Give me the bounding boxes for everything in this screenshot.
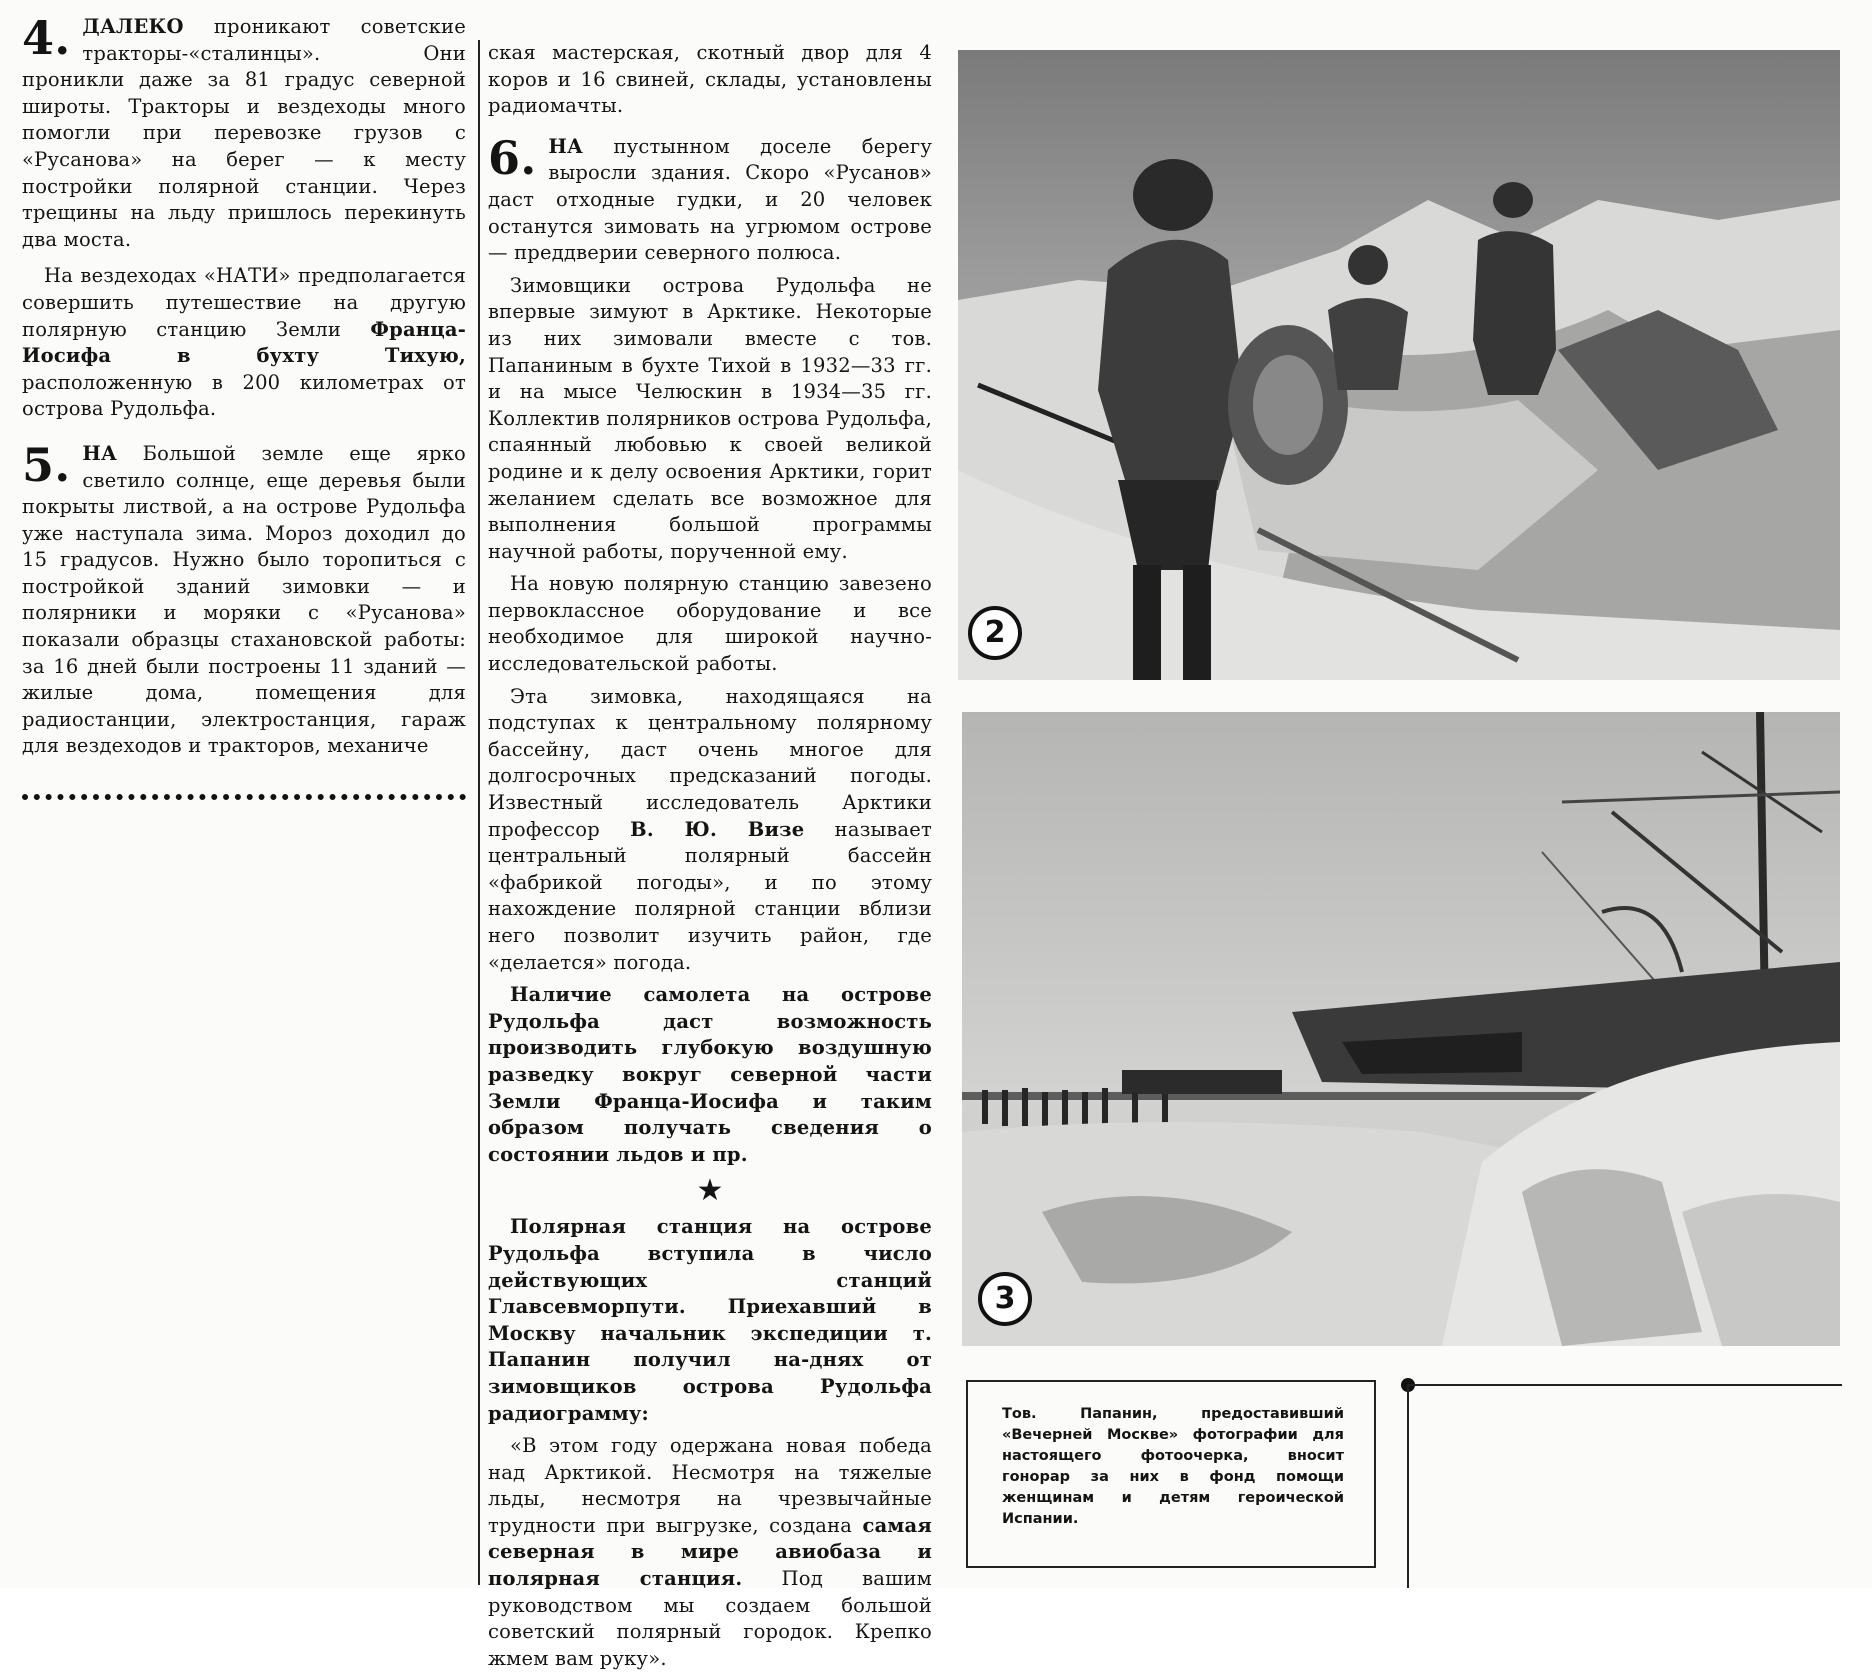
section-4-paragraph-2 <box>22 263 466 423</box>
col2-paragraph-6: Полярная станция на острове Рудольфа вступила в число действующих станций Главсевморпути. Приехавший в Москву начальник экспедиции т. Папанин получил на-днях от зимовщиков острова Рудольфа радиограмму: <box>488 1215 932 1425</box>
col2-text-7c: Под вашим руководством мы создаем большой советский полярный городок. Крепко жмем вам руку». <box>488 1567 933 1670</box>
section-4-lead: ДАЛЕКО <box>82 15 184 38</box>
section-6-paragraph-1 <box>488 130 932 267</box>
section-6-lead: НА <box>548 134 584 158</box>
photo-2-workers-on-ice <box>958 50 1840 680</box>
col2-paragraph-2: Зимовщики острова Рудольфа не впервые зимуют в Арктике. Некоторые из них зимовали вместе с тов. Папаниным в бухте Тихой в 1932—33 гг. и на мысе Челюскин в 1934—35 гг. Коллектив полярников острова Рудольфа, спаянный любовью к своей великой родине и к делу освоения Арктики, горит желанием сделать все возможное для выполнения большой программы научной работы, порученной ему. <box>488 273 932 563</box>
section-4-paragraph-1 <box>22 11 466 253</box>
col2-paragraph-7 <box>488 1433 932 1672</box>
section-4-text-2b: Франца-Иосифа в бухту Тихую, <box>22 317 466 368</box>
col2-paragraph-3: На новую полярную станцию завезено первоклассное оборудование и все необходимое для широкой научно-исследовательской работы. <box>488 572 932 676</box>
caption-side-rule <box>1407 1384 1409 1588</box>
col2-paragraph-4 <box>488 684 932 977</box>
photo-3-ship-and-ice <box>962 712 1840 1346</box>
col2-text-4a: Эта зимовка, находящаяся на подступах к центральному полярному бассейну, даст очень многое для долгосрочных предсказаний погоды. Известный исследователь Арктики профессор <box>488 684 932 841</box>
photo-2-number-badge: 2 <box>968 606 1022 660</box>
col2-text-7a: «В этом году одержана новая победа над Арктикой. Несмотря на тяжелые льды, несмотря на чрезвычайные трудности при выгрузке, создана <box>488 1434 932 1537</box>
photo-caption-text: Тов. Папанин, предоставивший «Вечерней Москве» фотографии для настоящего фотоочерка, вносит гонорар за них в фонд помощи женщинам и детям героической Испании. <box>1002 1406 1344 1527</box>
column-end-dotted-rule <box>22 794 466 800</box>
col2-text-7b: самая северная в мире авиобаза и полярная станция. <box>488 1513 932 1591</box>
section-4-number: 4. <box>22 11 71 65</box>
col2-paragraph-5: Наличие самолета на острове Рудольфа даст возможность производить глубокую воздушную разведку вокруг северной части Земли Франца-Иосифа и таким образом получать сведения о состоянии льдов и пр. <box>488 983 932 1166</box>
photo-caption-box <box>966 1380 1376 1568</box>
section-4-text: проникают советские тракторы-«сталинцы». Они проникли даже за 81 градус северной широты. Тракторы и вездеходы много помогли при перевозке грузов с «Русанова» на берег — к месту постройки полярной станции. Через трещины на льду пришлось перекинуть два моста. <box>22 15 466 251</box>
photo-2-image <box>958 50 1840 680</box>
section-4-text-2c: расположенную в 200 километрах от острова Рудольфа. <box>22 370 466 421</box>
photo-3-image <box>962 712 1840 1346</box>
section-5-lead: НА <box>82 441 118 465</box>
section-6-number: 6. <box>488 130 537 185</box>
column-divider <box>478 40 480 1585</box>
section-5-paragraph-1 <box>22 437 466 760</box>
star-divider: ★ <box>696 1173 724 1209</box>
section-4-text-2a: На вездеходах «НАТИ» предполагается совершить путешествие на другую полярную станцию Земли <box>22 264 466 341</box>
col2-text-4b: В. Ю. Визе <box>630 817 805 841</box>
photo-3-number-badge: 3 <box>978 1272 1032 1326</box>
section-6-text: пустынном доселе берегу выросли здания. Скоро «Русанов» даст отходные гудки, и 20 человек останутся зимовать на угрюмом острове — преддверии северного полюса. <box>488 134 932 265</box>
caption-top-rule <box>1408 1384 1842 1386</box>
column-2 <box>488 40 932 1678</box>
section-5-number: 5. <box>22 437 71 492</box>
section-5-continuation: ская мастерская, скотный двор для 4 коров и 16 свиней, склады, установлены радиомачты. <box>488 41 932 118</box>
section-5-text: Большой земле еще ярко светило солнце, еще деревья были покрыты листвой, а на острове Рудольфа уже наступала зима. Мороз доходил до 15 градусов. Нужно было торопиться с постройкой зданий зимовки — и полярники и моряки с «Русанова» показали образцы стахановской работы: за 16 дней были построены 11 зданий — жилые дома, помещения для радиостанции, электростанция, гараж для вездеходов и тракторов, механиче <box>22 441 466 758</box>
col2-text-4c: называет центральный полярный бассейн «фабрикой погоды», и по этому нахождение полярной станции вблизи него позволит изучить район, где «делается» погода. <box>488 817 932 974</box>
column-1 <box>22 11 466 766</box>
